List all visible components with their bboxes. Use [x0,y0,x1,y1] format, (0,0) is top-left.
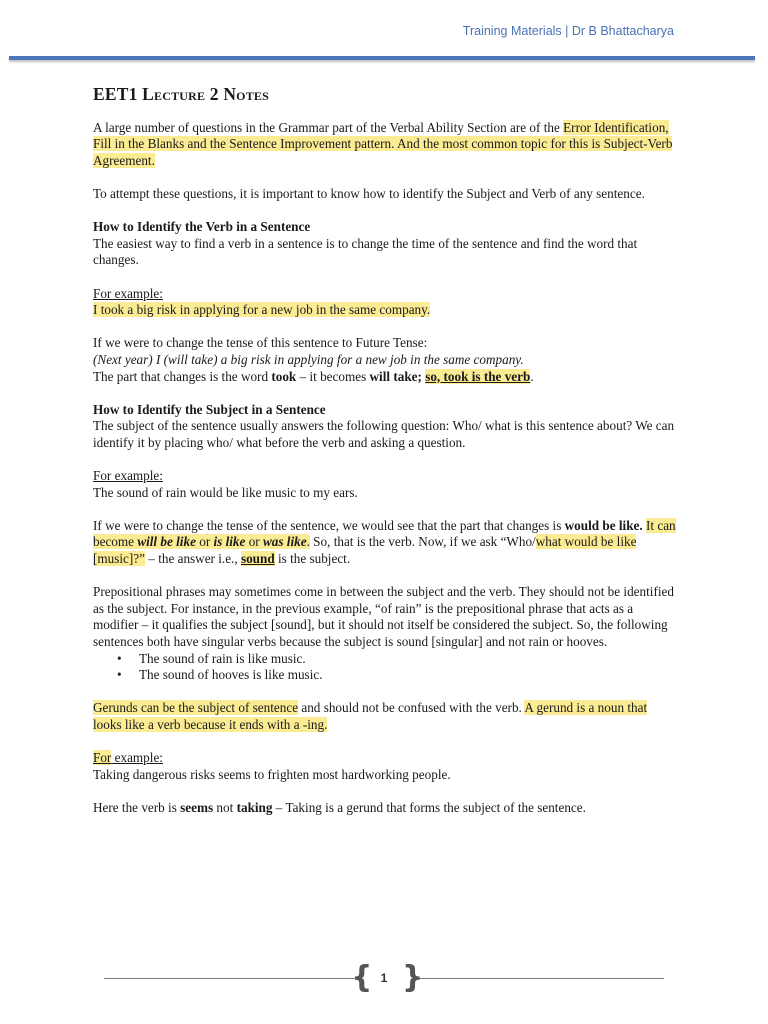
gerund-example: Taking dangerous risks seems to frighten most hardworking people. [93,766,451,782]
gerund-text: and should not be confused with the verb. [298,700,525,716]
document-body [93,86,677,833]
verb-heading: How to Identify the Verb in a Sentence [93,219,311,235]
gerund-for: For [93,750,112,766]
verb-will-take: will take; [369,368,422,384]
gerund-for-example [93,750,677,767]
subject-period-2: . [306,534,310,550]
prepositional-body: Prepositional phrases may sometimes come in between the subject and the verb. They should not be identified as the subject. For instance, in the previous example, “of rain” is the prepositional phrase that acts as a modifier – it qualifies the subject [sound], but it should not itself be considered the subject. So, the following sentences both have singular verbs because the subject is sound [singular] and not rain or hooves. [93,584,674,649]
verb-answer: so, took is the verb [425,368,531,384]
subject-would-be-like: would be like [564,517,640,533]
verb-for-example: For example: [93,285,163,301]
tense-intro: If we were to change the tense of this sentence to Future Tense: [93,335,428,351]
header-rule [9,56,755,60]
footer-brace-right: } [402,960,424,995]
verb-conclusion-text-2: – it becomes [296,368,370,384]
subject-text-5: is the subject. [274,551,351,567]
gerund-conc-2: not [213,799,237,815]
subject-answer: sound [240,551,275,567]
gerund-conc-3: – Taking is a gerund that forms the subject of the sentence. [272,799,586,815]
gerund-taking: taking [236,799,273,815]
intro-highlight: Error Identification, Fill in the Blanks and the Sentence Improvement pattern. And the most common topic for this is Subject-Verb Agreement. [93,119,673,168]
gerund-paragraph [93,700,677,733]
intro-paragraph [93,120,677,170]
subject-heading: How to Identify the Subject in a Sentence [93,401,326,417]
verb-period: . [530,368,534,384]
verb-conclusion-text: The part that changes is the word [93,368,272,384]
subject-body: The subject of the sentence usually answers the following question: Who/ what is this sentence about? We can identify it by placing who/ what before the verb and asking a question. [93,418,675,450]
verb-body: The easiest way to find a verb in a sentence is to change the time of the sentence and find the word that changes. [93,235,638,268]
intro-text: A large number of questions in the Grammar part of the Verbal Ability Section are of the [93,119,564,135]
list-item: • The sound of hooves is like music. [139,667,677,684]
gerund-example-label: example: [111,750,163,766]
verb-took: took [271,368,297,384]
subject-was-like: was like [262,534,307,550]
subject-explanation [93,518,677,568]
subject-for-example: For example: [93,468,163,484]
subject-text-3: So, that is the verb. Now, if we ask “Who/ [309,534,536,550]
subject-text-4: – the answer i.e., [145,551,241,567]
verb-example: I took a big risk in applying for a new job in the same company. [93,302,431,318]
gerund-conclusion [93,800,677,817]
subject-will-be-like: will be like [137,534,196,550]
footer-rule-right [414,978,664,979]
gerund-highlight-1: Gerunds can be the subject of sentence [93,700,299,716]
footer-rule-left [104,978,354,979]
page-title: EET1 Lecture 2 Notes [93,84,269,104]
subject-text-2: It can become [93,517,676,550]
subject-is-like: is like [213,534,246,550]
header-text: Training Materials | Dr B Bhattacharya [462,24,674,38]
attempt-paragraph: To attempt these questions, it is important to know how to identify the Subject and Verb of any sentence. [93,185,645,201]
subject-text-1: If we were to change the tense of the sentence, we would see that the part that changes is [93,517,565,533]
gerund-highlight-2: A gerund is a noun that looks like a verb because it ends with a -ing. [93,700,648,732]
gerund-seems: seems [180,799,214,815]
subject-question: what would be like [music]?” [93,534,637,567]
page-number: 1 [380,971,388,985]
subject-or-2: or [245,534,263,550]
subject-example: The sound of rain would be like music to my ears. [93,484,358,500]
verb-conclusion [93,369,677,386]
prepositional-list [93,651,677,684]
subject-or-1: or [195,534,214,550]
future-tense-example: (Next year) I (will take) a big risk in applying for a new job in the same company. [93,351,524,367]
footer-brace-left: { [351,960,373,995]
list-item: • The sound of rain is like music. [139,651,677,668]
gerund-conc-1: Here the verb is [93,799,181,815]
subject-period: . [639,517,646,533]
